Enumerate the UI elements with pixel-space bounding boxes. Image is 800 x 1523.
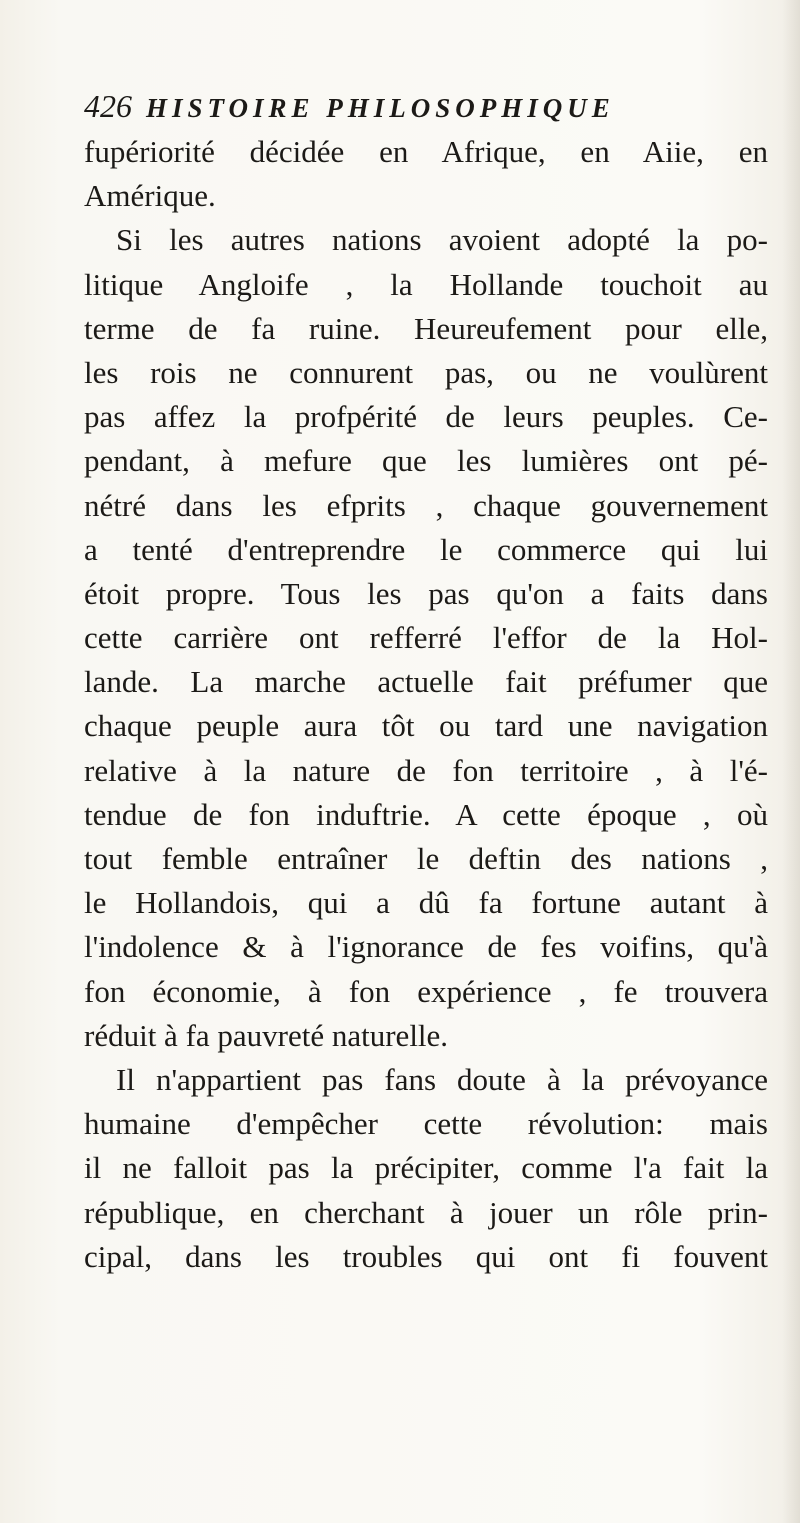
text-line: relative à la nature de fon territoire , à l'é- [84,752,768,788]
text-line: humaine d'empêcher cette révolution: mais [84,1106,768,1142]
text-line: le Hollandois, qui a dû fa fortune autant à [84,885,768,921]
page-number: 426 [84,88,132,124]
page-edge-shadow [782,0,800,1523]
running-head-title: HISTOIRE PHILOSOPHIQUE [146,93,615,123]
text-line: litique Angloife , la Hollande touchoit au [84,266,768,302]
body-text [84,130,768,1279]
text-line: les rois ne connurent pas, ou ne voulùrent [84,354,768,390]
text-line: tendue de fon induftrie. A cette époque , où [84,796,768,832]
text-line: lande. La marche actuelle fait préfumer que [84,664,768,700]
text-line: chaque peuple aura tôt ou tard une navigation [84,708,768,744]
text-line: Si les autres nations avoient adopté la po- [116,222,768,258]
text-line: Amérique. [84,178,216,214]
text-line: nétré dans les efprits , chaque gouvernement [84,487,768,523]
text-line: fon économie, à fon expérience , fe trouvera [84,973,768,1009]
text-line: tout femble entraîner le deftin des nations , [84,841,768,876]
text-line: l'indolence & à l'ignorance de fes voifins, qu'à [84,929,768,965]
text-line: pas affez la profpérité de leurs peuples. Ce- [84,399,768,435]
text-line: il ne falloit pas la précipiter, comme l'a fait la [84,1150,768,1186]
text-line: Il n'appartient pas fans doute à la prévoyance [116,1061,768,1097]
text-line: a tenté d'entreprendre le commerce qui lui [84,531,768,567]
text-line: cette carrière ont refferré l'effor de la Hol- [84,620,768,656]
text-line: cipal, dans les troubles qui ont fi fouvent [84,1238,768,1274]
running-head [84,88,615,128]
text-line: terme de fa ruine. Heureufement pour elle, [84,310,768,346]
text-line: pendant, à mefure que les lumières ont pé- [84,443,768,479]
text-line: fupériorité décidée en Afrique, en Aiie, en [84,134,768,169]
text-line: république, en cherchant à jouer un rôle prin- [84,1194,768,1230]
text-line: étoit propre. Tous les pas qu'on a faits dans [84,575,768,611]
text-line: réduit à fa pauvreté naturelle. [84,1017,449,1053]
